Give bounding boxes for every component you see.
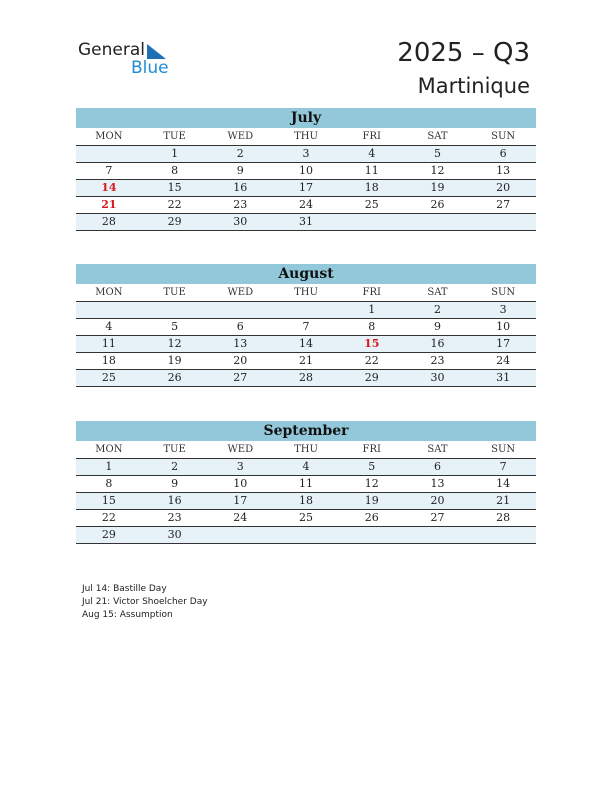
day-cell: 2 [236, 147, 244, 160]
day-cell: 2 [433, 303, 441, 316]
day-cell: 22 [364, 354, 379, 367]
day-cell: 10 [496, 320, 511, 333]
day-cell: 27 [430, 511, 445, 524]
week-row [76, 459, 536, 476]
day-cell: 5 [368, 460, 376, 473]
week-row [76, 510, 536, 527]
week-row [76, 527, 536, 544]
holiday-day-cell: 21 [101, 198, 117, 211]
day-cell: 6 [236, 320, 244, 333]
weekday-header-row [76, 441, 536, 459]
day-cell: 1 [368, 303, 376, 316]
weekday-label: FRI [362, 131, 381, 142]
day-cell: 13 [496, 164, 511, 177]
empty-day-cell [339, 214, 405, 230]
weekday-label: WED [227, 131, 254, 142]
day-cell: 12 [167, 337, 182, 350]
month-name: July [76, 108, 536, 128]
holiday-day-cell: 14 [101, 181, 117, 194]
day-cell: 8 [105, 477, 113, 490]
day-cell: 20 [233, 354, 248, 367]
day-cell: 16 [233, 181, 248, 194]
day-cell: 18 [364, 181, 379, 194]
day-cell: 31 [496, 371, 511, 384]
week-row [76, 302, 536, 319]
day-cell: 19 [167, 354, 182, 367]
month-name: August [76, 264, 536, 284]
week-row [76, 214, 536, 231]
day-cell: 23 [167, 511, 182, 524]
day-cell: 8 [368, 320, 376, 333]
day-cell: 28 [496, 511, 511, 524]
day-cell: 17 [299, 181, 314, 194]
weekday-label: WED [227, 287, 254, 298]
logo-blue-text: Blue [131, 58, 169, 78]
day-cell: 25 [299, 511, 314, 524]
empty-day-cell [273, 527, 339, 543]
day-cell: 3 [499, 303, 507, 316]
day-cell: 2 [171, 460, 179, 473]
day-cell: 19 [430, 181, 445, 194]
week-row [76, 163, 536, 180]
day-cell: 29 [167, 215, 182, 228]
day-cell: 23 [233, 198, 248, 211]
day-cell: 24 [496, 354, 511, 367]
day-cell: 20 [430, 494, 445, 507]
week-row [76, 370, 536, 387]
day-cell: 30 [167, 528, 182, 541]
day-cell: 12 [430, 164, 445, 177]
day-cell: 1 [105, 460, 113, 473]
day-cell: 28 [299, 371, 314, 384]
week-row [76, 180, 536, 197]
day-cell: 3 [236, 460, 244, 473]
day-cell: 18 [101, 354, 116, 367]
weekday-label: MON [95, 444, 123, 455]
day-cell: 16 [167, 494, 182, 507]
empty-day-cell [76, 302, 142, 318]
week-row [76, 146, 536, 163]
holiday-note: Jul 14: Bastille Day [82, 584, 167, 594]
day-cell: 6 [499, 147, 507, 160]
day-cell: 27 [233, 371, 248, 384]
day-cell: 11 [364, 164, 379, 177]
week-row [76, 336, 536, 353]
day-cell: 4 [368, 147, 376, 160]
empty-day-cell [142, 302, 208, 318]
week-row [76, 476, 536, 493]
empty-day-cell [339, 527, 405, 543]
day-cell: 30 [430, 371, 445, 384]
day-cell: 14 [299, 337, 314, 350]
day-cell: 24 [299, 198, 314, 211]
weekday-label: THU [294, 131, 318, 142]
weekday-label: FRI [362, 444, 381, 455]
day-cell: 24 [233, 511, 248, 524]
day-cell: 10 [299, 164, 314, 177]
weekday-label: TUE [163, 287, 186, 298]
day-cell: 10 [233, 477, 248, 490]
day-cell: 26 [167, 371, 182, 384]
weekday-label: SAT [427, 131, 448, 142]
day-cell: 16 [430, 337, 445, 350]
weekday-label: FRI [362, 287, 381, 298]
empty-day-cell [405, 214, 471, 230]
page-subtitle: Martinique [417, 74, 530, 98]
day-cell: 15 [101, 494, 116, 507]
day-cell: 25 [364, 198, 379, 211]
day-cell: 8 [171, 164, 179, 177]
weekday-header-row [76, 284, 536, 302]
day-cell: 5 [433, 147, 441, 160]
weekday-label: MON [95, 287, 123, 298]
empty-day-cell [207, 302, 273, 318]
day-cell: 9 [433, 320, 441, 333]
day-cell: 22 [167, 198, 182, 211]
day-cell: 20 [496, 181, 511, 194]
holiday-day-cell: 15 [364, 337, 380, 350]
weekday-label: SUN [491, 131, 516, 142]
page-title: 2025 – Q3 [397, 38, 530, 68]
weekday-label: SUN [491, 444, 516, 455]
weekday-header-row [76, 128, 536, 146]
generalblue-logo [78, 40, 178, 80]
day-cell: 18 [299, 494, 314, 507]
day-cell: 11 [299, 477, 314, 490]
month-name: September [76, 421, 536, 441]
day-cell: 17 [496, 337, 511, 350]
day-cell: 9 [236, 164, 244, 177]
day-cell: 9 [171, 477, 179, 490]
day-cell: 22 [101, 511, 116, 524]
day-cell: 26 [430, 198, 445, 211]
day-cell: 31 [299, 215, 314, 228]
weekday-label: SAT [427, 444, 448, 455]
day-cell: 6 [433, 460, 441, 473]
weekday-label: SUN [491, 287, 516, 298]
weekday-label: TUE [163, 131, 186, 142]
empty-day-cell [405, 527, 471, 543]
empty-day-cell [273, 302, 339, 318]
weekday-label: THU [294, 444, 318, 455]
day-cell: 29 [364, 371, 379, 384]
day-cell: 13 [430, 477, 445, 490]
day-cell: 17 [233, 494, 248, 507]
day-cell: 1 [171, 147, 179, 160]
day-cell: 15 [167, 181, 182, 194]
month-calendar-august [76, 264, 536, 387]
empty-day-cell [76, 146, 142, 162]
day-cell: 11 [101, 337, 116, 350]
day-cell: 21 [496, 494, 511, 507]
day-cell: 19 [364, 494, 379, 507]
day-cell: 13 [233, 337, 248, 350]
weekday-label: SAT [427, 287, 448, 298]
day-cell: 12 [364, 477, 379, 490]
empty-day-cell [470, 214, 536, 230]
day-cell: 30 [233, 215, 248, 228]
day-cell: 27 [496, 198, 511, 211]
week-row [76, 353, 536, 370]
holiday-notes [82, 583, 208, 622]
logo-flag-icon [147, 44, 166, 59]
weekday-label: WED [227, 444, 254, 455]
weekday-label: THU [294, 287, 318, 298]
empty-day-cell [470, 527, 536, 543]
day-cell: 29 [101, 528, 116, 541]
day-cell: 28 [101, 215, 116, 228]
day-cell: 7 [105, 164, 113, 177]
day-cell: 14 [496, 477, 511, 490]
day-cell: 25 [101, 371, 116, 384]
weekday-label: TUE [163, 444, 186, 455]
weekday-label: MON [95, 131, 123, 142]
empty-day-cell [207, 527, 273, 543]
day-cell: 4 [105, 320, 113, 333]
day-cell: 23 [430, 354, 445, 367]
week-row [76, 319, 536, 336]
day-cell: 4 [302, 460, 310, 473]
day-cell: 7 [499, 460, 507, 473]
month-calendar-september [76, 421, 536, 544]
week-row [76, 197, 536, 214]
day-cell: 21 [299, 354, 314, 367]
month-calendar-july [76, 108, 536, 231]
day-cell: 3 [302, 147, 310, 160]
day-cell: 5 [171, 320, 179, 333]
holiday-note: Aug 15: Assumption [82, 610, 173, 620]
logo-general-text: General [78, 40, 145, 60]
day-cell: 7 [302, 320, 310, 333]
day-cell: 26 [364, 511, 379, 524]
holiday-note: Jul 21: Victor Shoelcher Day [82, 597, 208, 607]
week-row [76, 493, 536, 510]
